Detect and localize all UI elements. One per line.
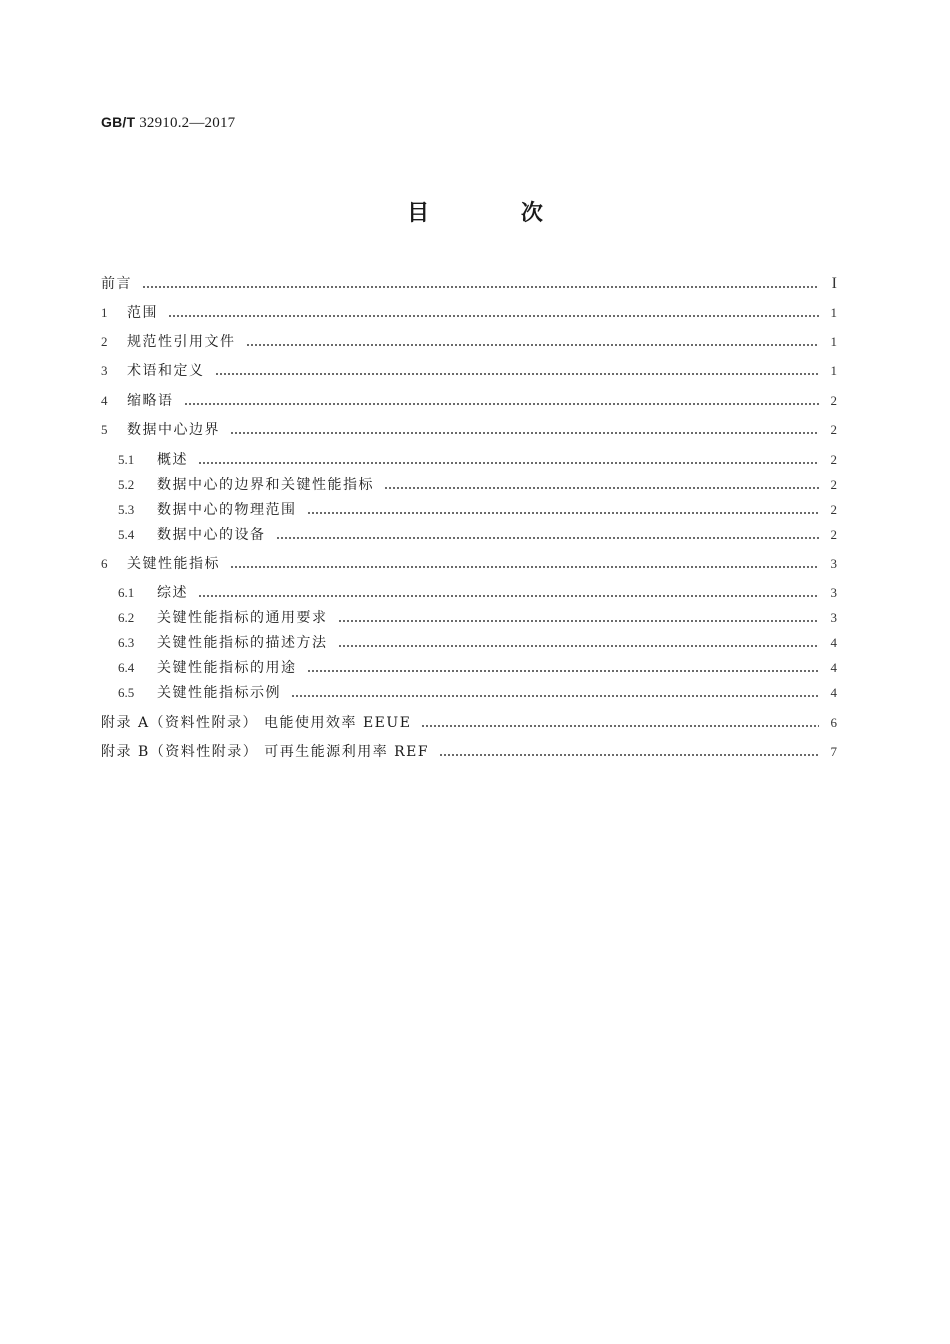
- toc-entry-4[interactable]: [101, 390, 837, 412]
- toc-entry-label: 关键性能指标的描述方法: [157, 635, 328, 651]
- toc-entry-2[interactable]: [101, 331, 837, 353]
- toc-entry-number: 5.2: [118, 477, 135, 492]
- toc-entry-6-4[interactable]: [101, 657, 837, 679]
- toc-entry-label: 关键性能指标: [127, 556, 220, 572]
- toc-leader-dots: [307, 499, 820, 521]
- toc-entry-5-4[interactable]: [101, 524, 837, 546]
- toc-entry-label: 数据中心边界: [127, 422, 220, 438]
- toc-leader-dots: [230, 553, 819, 575]
- toc-entry-appendix-a[interactable]: [101, 712, 837, 734]
- toc-entry-number: 4: [101, 393, 108, 408]
- toc-entry-label: 关键性能指标的通用要求: [157, 610, 328, 626]
- toc-entry-foreword[interactable]: [101, 273, 837, 295]
- toc-entry-number: 2: [101, 334, 108, 349]
- toc-page-number: 4: [830, 685, 837, 700]
- toc-entry-number: 1: [101, 305, 108, 320]
- toc-entry-label: 缩略语: [127, 393, 174, 409]
- page-title: 目 次: [407, 201, 585, 226]
- toc-entry-6[interactable]: [101, 553, 837, 575]
- toc-leader-dots: [439, 741, 819, 763]
- toc-page-number: I: [831, 275, 837, 292]
- toc-page-number: 2: [830, 502, 837, 517]
- toc-entry-number: 6.4: [118, 660, 135, 675]
- toc-leader-dots: [198, 449, 819, 471]
- toc-leader-dots: [142, 273, 819, 295]
- standard-code: [101, 114, 235, 132]
- toc-page-number: 2: [830, 393, 837, 408]
- toc-entry-5[interactable]: [101, 419, 837, 441]
- toc-page-number: 6: [830, 715, 837, 730]
- toc-entry-6-2[interactable]: [101, 607, 837, 629]
- toc-page-number: 4: [830, 635, 837, 650]
- toc-entry-6-3[interactable]: [101, 632, 837, 654]
- toc-entry-label: 数据中心的边界和关键性能指标: [157, 477, 374, 493]
- toc-page-number: 3: [830, 610, 837, 625]
- toc-entry-5-1[interactable]: [101, 449, 837, 471]
- toc-page-number: 1: [830, 363, 837, 378]
- toc-leader-dots: [384, 474, 819, 496]
- toc-page-number: 3: [830, 556, 837, 571]
- toc-entry-label: 关键性能指标示例: [157, 685, 281, 701]
- toc-entry-5-2[interactable]: [101, 474, 837, 496]
- toc-entry-label: 附录 B（资料性附录） 可再生能源利用率 REF: [101, 744, 430, 760]
- standard-prefix: GB/T: [101, 114, 136, 130]
- toc-entry-label: 规范性引用文件: [127, 334, 236, 350]
- standard-number: 32910.2—2017: [139, 115, 236, 131]
- toc-entry-number: 6: [101, 556, 108, 571]
- toc-page-number: 2: [830, 452, 837, 467]
- toc-entry-6-5[interactable]: [101, 682, 837, 704]
- toc-entry-number: 3: [101, 363, 108, 378]
- toc-entry-number: 6.5: [118, 685, 135, 700]
- toc-entry-label: 概述: [157, 452, 188, 468]
- toc-entry-6-1[interactable]: [101, 582, 837, 604]
- toc-leader-dots: [168, 302, 819, 324]
- toc-entry-label: 术语和定义: [127, 363, 205, 379]
- toc-leader-dots: [246, 331, 820, 353]
- toc-page-number: 1: [830, 334, 837, 349]
- toc-leader-dots: [291, 682, 819, 704]
- toc-entry-label: 数据中心的设备: [157, 527, 266, 543]
- toc-entry-label: 范围: [127, 305, 158, 321]
- toc-entry-3[interactable]: [101, 360, 837, 382]
- toc-page-number: 2: [830, 527, 837, 542]
- toc-entry-number: 6.3: [118, 635, 135, 650]
- toc-page-number: 4: [830, 660, 837, 675]
- toc-page-number: 2: [830, 477, 837, 492]
- toc-leader-dots: [307, 657, 820, 679]
- toc-page-number: 3: [830, 585, 837, 600]
- toc-entry-number: 5.1: [118, 452, 135, 467]
- toc-leader-dots: [184, 390, 820, 412]
- toc-entry-label: 关键性能指标的用途: [157, 660, 297, 676]
- toc-leader-dots: [215, 360, 820, 382]
- toc-entry-label: 综述: [157, 585, 188, 601]
- toc-leader-dots: [338, 632, 820, 654]
- toc-entry-appendix-b[interactable]: [101, 741, 837, 763]
- toc-page-number: 2: [830, 422, 837, 437]
- toc-entry-number: 6.1: [118, 585, 135, 600]
- toc-page-number: 7: [830, 744, 837, 759]
- toc-leader-dots: [230, 419, 819, 441]
- toc-leader-dots: [421, 712, 819, 734]
- toc-entry-number: 6.2: [118, 610, 135, 625]
- toc-entry-number: 5.3: [118, 502, 135, 517]
- toc-entry-5-3[interactable]: [101, 499, 837, 521]
- toc-page-number: 1: [830, 305, 837, 320]
- toc-leader-dots: [276, 524, 820, 546]
- toc-entry-label: 数据中心的物理范围: [157, 502, 297, 518]
- toc-entry-label: 附录 A（资料性附录） 电能使用效率 EEUE: [101, 715, 412, 731]
- toc-leader-dots: [198, 582, 819, 604]
- toc-entry-number: 5: [101, 422, 108, 437]
- toc-entry-number: 5.4: [118, 527, 135, 542]
- toc-entry-1[interactable]: [101, 302, 837, 324]
- toc-entry-label: 前言: [101, 276, 132, 292]
- toc-leader-dots: [338, 607, 820, 629]
